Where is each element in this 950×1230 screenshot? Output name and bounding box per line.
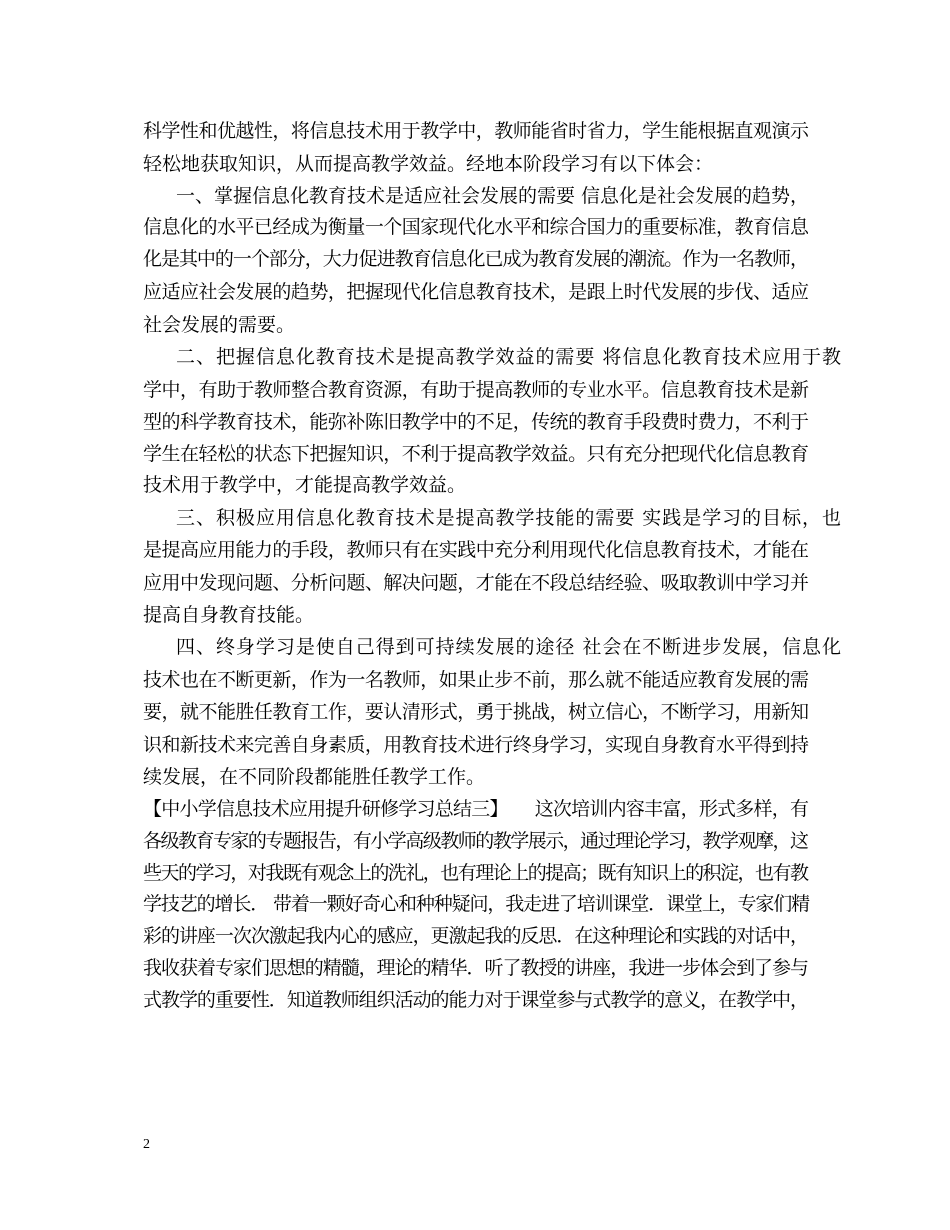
text-line: 四、终身学习是使自己得到可持续发展的途径 社会在不断进步发展，信息化 xyxy=(176,636,842,658)
text-line: 一、掌握信息化教育技术是适应社会发展的需要 信息化是社会发展的趋势， xyxy=(176,185,810,207)
text-line: 我收获着专家们思想的精髓，理论的精华．听了教授的讲座，我进一步体会到了参与 xyxy=(143,957,808,979)
text-line: 提高自身教育技能。 xyxy=(143,604,315,626)
text-line: 社会发展的需要。 xyxy=(143,314,296,336)
text-line: 学生在轻松的状态下把握知识，不利于提高教学效益。只有充分把现代化信息教育 xyxy=(143,443,809,465)
text-line: 彩的讲座一次次激起我内心的感应，更激起我的反思．在这种理论和实践的对话中， xyxy=(143,925,808,947)
text-line: 学技艺的增长． 带着一颗好奇心和种种疑问，我走进了培训课堂．课堂上，专家们精 xyxy=(143,893,809,915)
text-line: 二、把握信息化教育技术是提高教学效益的需要 将信息化教育技术应用于教 xyxy=(176,346,842,368)
text-line: 科学性和优越性，将信息技术用于教学中，教师能省时省力，学生能根据直观演示 xyxy=(143,120,809,142)
text-line: 型的科学教育技术，能弥补陈旧教学中的不足，传统的教育手段费时费力，不利于 xyxy=(143,411,809,433)
text-line: 化是其中的一个部分，大力促进教育信息化已成为教育发展的潮流。作为一名教师， xyxy=(143,248,808,270)
text-line: 续发展，在不同阶段都能胜任教学工作。 xyxy=(143,766,486,788)
text-line: 轻松地获取知识，从而提高教学效益。经地本阶段学习有以下体会： xyxy=(143,153,714,175)
text-line: 式教学的重要性．知道教师组织活动的能力对于课堂参与式教学的意义，在教学中， xyxy=(143,989,808,1011)
text-line: 学中，有助于教师整合教育资源，有助于提高教师的专业水平。信息教育技术是新 xyxy=(143,379,809,401)
text-line: 应用中发现问题、分析问题、解决问题，才能在不段总结经验、吸取教训中学习并 xyxy=(143,572,809,594)
text-line: 信息化的水平已经成为衡量一个国家现代化水平和综合国力的重要标准，教育信息 xyxy=(143,216,809,238)
text-line: 要，就不能胜任教育工作，要认清形式，勇于挑战，树立信心，不断学习，用新知 xyxy=(143,701,809,723)
text-line: 技术也在不断更新，作为一名教师，如果止步不前，那么就不能适应教育发展的需 xyxy=(143,669,809,691)
text-line: 识和新技术来完善自身素质，用教育技术进行终身学习，实现自身教育水平得到持 xyxy=(143,734,809,756)
text-line: 些天的学习，对我既有观念上的洗礼，也有理论上的提高；既有知识上的积淀，也有教 xyxy=(143,862,808,884)
text-line: 各级教育专家的专题报告，有小学高级教师的教学展示，通过理论学习，教学观摩，这 xyxy=(143,830,808,852)
text-line: 应适应社会发展的趋势，把握现代化信息教育技术，是跟上时代发展的步伐、适应 xyxy=(143,281,809,303)
page-number: 2 xyxy=(143,1137,150,1152)
text-line: 技术用于教学中，才能提高教学效益。 xyxy=(143,474,467,496)
text-line: 三、积极应用信息化教育技术是提高教学技能的需要 实践是学习的目标，也 xyxy=(176,507,842,529)
text-line: 【中小学信息技术应用提升研修学习总结三】 这次培训内容丰富，形式多样，有 xyxy=(143,798,809,820)
text-line: 是提高应用能力的手段，教师只有在实践中充分利用现代化信息教育技术，才能在 xyxy=(143,539,809,561)
